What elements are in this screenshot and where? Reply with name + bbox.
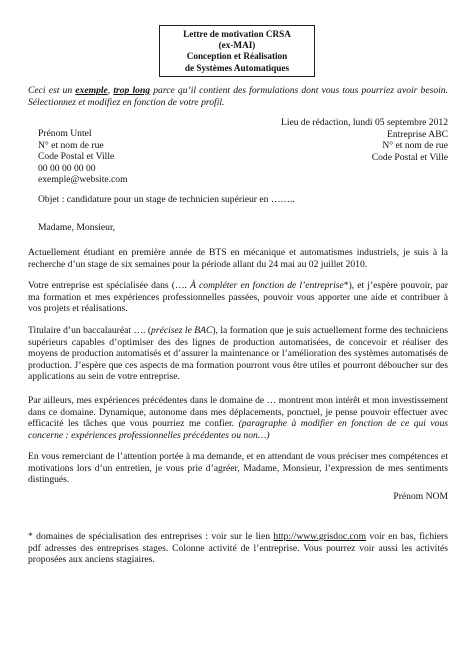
recipient-company: Entreprise ABC <box>386 128 448 140</box>
intro-pre: Ceci est un <box>28 85 76 96</box>
title-box <box>159 25 315 77</box>
sender-address <box>38 128 128 186</box>
paragraph-2-a: Votre entreprise est spécialisée dans (…. <box>28 280 191 291</box>
sender-name: Prénom Untel <box>38 128 92 139</box>
signature: Prénom NOM <box>393 491 448 502</box>
paragraph-3 <box>28 325 448 383</box>
paragraph-3-b: précisez le BAC <box>151 325 213 336</box>
title-line-4: de Systèmes Automatiques <box>184 62 290 73</box>
paragraph-2-c: *), et j’espère pouvoir, par ma formation et mes expériences professionnelles passées, pouvoir vous apporter une aide et contribuer à vos projets et réalisations. <box>28 280 448 315</box>
title-line-2: (ex-MAI) <box>218 40 256 51</box>
recipient-street: N° et nom de rue <box>382 140 448 152</box>
paragraph-4 <box>28 395 448 441</box>
paragraph-5: En vous remerciant de l’attention portée à ma demande, et en attendant de vous préciser mes compétences et motivations lors d’un entretien, je vous prie d’agréer, Madame, Monsieur, l’expression de mes sentiments distingués. <box>28 451 448 486</box>
place-date-recipient <box>281 117 448 163</box>
paragraph-3-a: Titulaire d’un baccalauréat …. ( <box>28 325 152 336</box>
paragraph-1: Actuellement étudiant en première année de BTS en mécanique et automatismes industriels, je suis à la recherche d’un stage de six semaines pour la période allant du 24 mai au 02 juillet 2010. <box>28 247 448 270</box>
footnote-b: voir en bas, fichiers pdf adresses des entreprises stages. Colonne activité de l’entreprise. Vous pourrez voir aussi les activités proposées aux anciens stagiaires. <box>28 531 448 566</box>
sender-city: Code Postal et Ville <box>38 151 115 163</box>
paragraph-2 <box>28 280 448 315</box>
title-line-3: Conception et Réalisation <box>186 51 288 62</box>
footnote-a: * domaines de spécialisation des entreprises : voir sur le lien <box>28 531 274 542</box>
intro-comma: , <box>107 85 114 96</box>
footnote <box>28 531 448 566</box>
paragraph-4-a: Par ailleurs, mes expériences précédentes dans le domaine de … montrent mon intérêt et mon investissement dans ce domaine. Dynamique, autonome dans mes déplacements, ponctuel, je pense pouvoir effectuer avec efficacité les tâches que vous pourriez me confier. <box>28 395 448 430</box>
paragraph-4-b: (paragraphe à modifier en fonction de ce qui vous concerne : expériences professionnelles précédentes ou non…) <box>28 418 449 441</box>
sender-street: N° et nom de rue <box>38 139 104 151</box>
paragraph-3-c: ), la formation que je suis actuellement forme des techniciens supérieurs capables d’optimiser des des lignes de production automatisées, de concevoir et réaliser des moyens de production automatisés et d’assurer la maintenance or l’amélioration des systèmes automatisés de production. J’espère que ces aspects de ma formation pourront vous être utiles et pourront déboucher sur des applications au sein de votre entreprise. <box>28 325 448 383</box>
footnote-link[interactable]: http://www.grisdoc.com <box>273 531 367 542</box>
recipient-city: Code Postal et Ville <box>371 151 448 163</box>
intro-exemple: exemple <box>75 85 108 96</box>
intro-note <box>28 85 448 108</box>
title-line-1: Lettre de motivation CRSA <box>183 29 291 39</box>
salutation: Madame, Monsieur, <box>38 222 116 233</box>
subject-line: Objet : candidature pour un stage de technicien supérieur en …….. <box>38 194 295 205</box>
sender-phone: 00 00 00 00 00 <box>38 162 96 174</box>
sender-email: exemple@website.com <box>38 174 128 186</box>
intro-rest: parce qu’il contient des formulations dont vous tous pourriez avoir besoin. Sélectionnez et modifiez en fonction de votre profil. <box>28 85 448 108</box>
place-date: Lieu de rédaction, lundi 05 septembre 2012 <box>280 117 448 128</box>
intro-trop-long: trop long <box>113 85 151 96</box>
paragraph-2-b: À compléter en fonction de l’entreprise <box>190 280 344 291</box>
